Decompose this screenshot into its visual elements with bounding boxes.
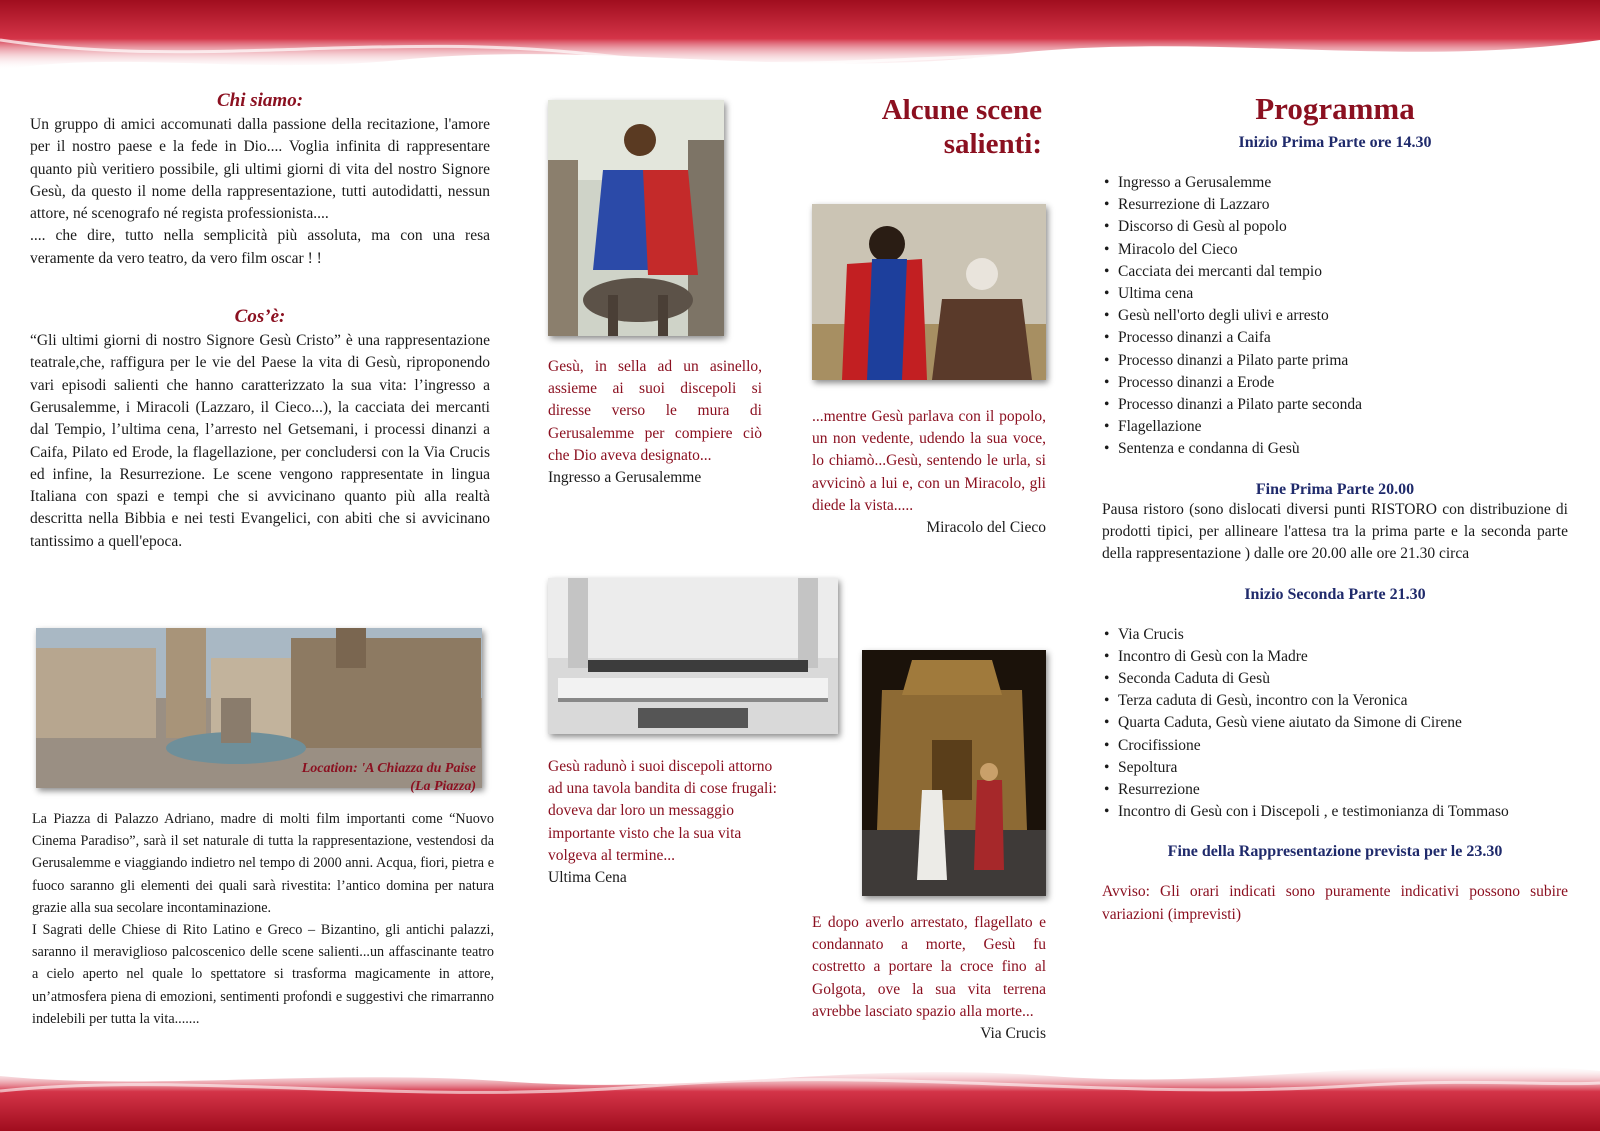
via-crucis-name: Via Crucis <box>980 1025 1046 1043</box>
miracolo-caption-block <box>812 406 1046 539</box>
program-item: • Processo dinanzi a Caifa <box>1102 327 1568 349</box>
program-item: • Cacciata dei mercanti dal tempio <box>1102 261 1568 283</box>
program-item: • Seconda Caduta di Gesù <box>1102 668 1568 690</box>
sagrati-text: I Sagrati delle Chiese di Rito Latino e Greco – Bizantino, gli antichi palazzi, saranno il meraviglioso palcoscenico delle scene salienti...un affascinante teatro a cielo aperto nel quale lo spettatore si trasforma magicamente in attore, un’atmosfera piena di emozioni, sentimenti profondi e suggestivi che rimarranno indelebili per tutta la vita....... <box>32 922 494 1027</box>
program-item: • Terza caduta di Gesù, incontro con la Veronica <box>1102 690 1568 712</box>
ultima-cena-caption-block <box>548 756 782 889</box>
program-item: • Incontro di Gesù con i Discepoli , e testimonianza di Tommaso <box>1102 801 1568 823</box>
via-crucis-caption-block <box>812 912 1046 1045</box>
cose-heading: Cos’è: <box>234 306 286 328</box>
program-item: • Incontro di Gesù con la Madre <box>1102 646 1568 668</box>
cose-text: “Gli ultimi giorni di nostro Signore Gesù Cristo” è una rappresentazione teatrale,che, raffigura per le vie del Paese la vita di Gesù, riproponendo vari episodi salienti che hanno caratterizzato la sua vita: l’ingresso a Gerusalemme, i Miracoli (Lazzaro, il Cieco...), la cacciata dei mercanti dal Tempio, l’ultima cena, l’arresto nel Getsemani, i processi dinanzi a Caifa, Pilato ed Erode, la flagellazione, per concludersi con la Via Crucis ed infine, la Resurrezione. Le scene vengono rappresentate in lingua Italiana con spazi e tempi che si avvicinano quanto più alla realtà descritta nella Bibbia e nei testi Evangelici, con abiti che si avvicinano tantissimo a quell'epoca. <box>30 332 490 550</box>
notice-text: Avviso: Gli orari indicati sono puramente indicativi possono subire variazioni (imprevisti) <box>1102 883 1568 923</box>
program-item: • Sentenza e condanna di Gesù <box>1102 438 1568 460</box>
miracolo-photo <box>812 204 1046 380</box>
piazza-text: La Piazza di Palazzo Adriano, madre di molti film importanti come “Nuovo Cinema Paradiso”, sarà il set naturale di tutta la rappresentazione, vestendosi da Gerusalemme e viaggiando indietro nel tempo di 2000 anni. Acqua, fiori, pietra e fuoco saranno gli elementi dei quali sarà rivestita: l’antico domina per natura grazie alla sua secolare incontaminazione. <box>32 811 494 916</box>
program-item: • Crocifissione <box>1102 735 1568 757</box>
via-crucis-photo <box>862 650 1046 896</box>
program-item: • Resurrezione <box>1102 779 1568 801</box>
programma-title: Programma <box>1255 91 1415 126</box>
location-caption <box>36 760 476 796</box>
end-time: Fine della Rappresentazione prevista per le 23.30 <box>1167 843 1503 861</box>
program-item: • Resurrezione di Lazzaro <box>1102 194 1568 216</box>
program-item: • Sepoltura <box>1102 757 1568 779</box>
column-programma <box>1102 92 1568 926</box>
program-item: • Processo dinanzi a Pilato parte seconda <box>1102 394 1568 416</box>
chi-siamo-text: Un gruppo di amici accomunati dalla passione della recitazione, l'amore per il nostro paese e la fede in Dio.... Voglia infinita di rappresentare quanto più veritiero possibile, gli ultimi giorni di vita del nostro Signore Gesù, da questo il nome della rappresentazione, tutti autodidatti, nessun attore, né scenografo né regista professionista.... <box>30 116 490 223</box>
ingresso-name: Ingresso a Gerusalemme <box>548 469 702 487</box>
scene-title-line-2: salienti: <box>943 128 1042 160</box>
program-item: • Ultima cena <box>1102 283 1568 305</box>
program-item: • Flagellazione <box>1102 416 1568 438</box>
program-item: • Gesù nell'orto degli ulivi e arresto <box>1102 305 1568 327</box>
program-item: • Processo dinanzi a Pilato parte prima <box>1102 350 1568 372</box>
miracolo-caption: ...mentre Gesù parlava con il popolo, un non vedente, udendo la sua voce, lo chiamò...Gesù, sentendo le urla, si avvicinò a lui e, con un Miracolo, gli diede la vista..... <box>812 408 1046 514</box>
ingresso-photo <box>548 100 724 336</box>
part2-list <box>1102 624 1568 824</box>
miracolo-name: Miracolo del Cieco <box>926 519 1046 537</box>
ingresso-caption: Gesù, in sella ad un asinello, assieme ai suoi discepoli si diresse verso le mura di Gerusalemme per compiere ciò che Dio aveva designato... <box>548 358 762 464</box>
program-item: • Via Crucis <box>1102 624 1568 646</box>
piazza-section <box>32 808 494 1030</box>
program-item: • Discorso di Gesù al popolo <box>1102 216 1568 238</box>
part2-start: Inizio Seconda Parte 21.30 <box>1244 585 1426 603</box>
ultima-cena-name: Ultima Cena <box>548 869 627 887</box>
column-about <box>30 90 490 553</box>
program-item: • Quarta Caduta, Gesù viene aiutato da Simone di Cirene <box>1102 712 1568 734</box>
part1-list <box>1102 172 1568 461</box>
ultima-cena-caption: Gesù radunò i suoi discepoli attorno ad una tavola bandita di cose frugali: doveva dar loro un messaggio importante visto che la sua vita volgeva al termine... <box>548 758 777 864</box>
program-item: • Ingresso a Gerusalemme <box>1102 172 1568 194</box>
bottom-wave-decoration <box>0 1031 1600 1131</box>
part1-end: Fine Prima Parte 20.00 <box>1255 480 1415 498</box>
ultima-cena-photo <box>548 578 838 734</box>
program-item: • Miracolo del Cieco <box>1102 239 1568 261</box>
scene-title-block <box>790 93 1042 161</box>
via-crucis-caption: E dopo averlo arrestato, flagellato e condannato a morte, Gesù fu costretto a portare la croce fino al Golgota, ove la sua vita terrena avrebbe lasciato spazio alla morte... <box>812 914 1046 1020</box>
location-line-1: Location: 'A Chiazza du Paise <box>301 761 476 776</box>
location-line-2: (La Piazza) <box>410 779 476 794</box>
chi-siamo-heading: Chi siamo: <box>216 90 304 111</box>
program-item: • Processo dinanzi a Erode <box>1102 372 1568 394</box>
scene-title-line-1: Alcune scene <box>881 94 1042 126</box>
pause-text: Pausa ristoro (sono dislocati diversi punti RISTORO con distribuzione di prodotti tipici, per allineare l'attesa tra la prima parte e la seconda parte della rappresentazione ) dalle ore 20.00 alle ore 21.30 circa <box>1102 500 1568 563</box>
chi-siamo-text-2: .... che dire, tutto nella semplicità più assoluta, ma con una resa veramente da vero teatro, da vero film oscar ! ! <box>30 227 490 267</box>
part1-start: Inizio Prima Parte ore 14.30 <box>1238 134 1432 151</box>
ingresso-caption-block <box>548 356 762 489</box>
